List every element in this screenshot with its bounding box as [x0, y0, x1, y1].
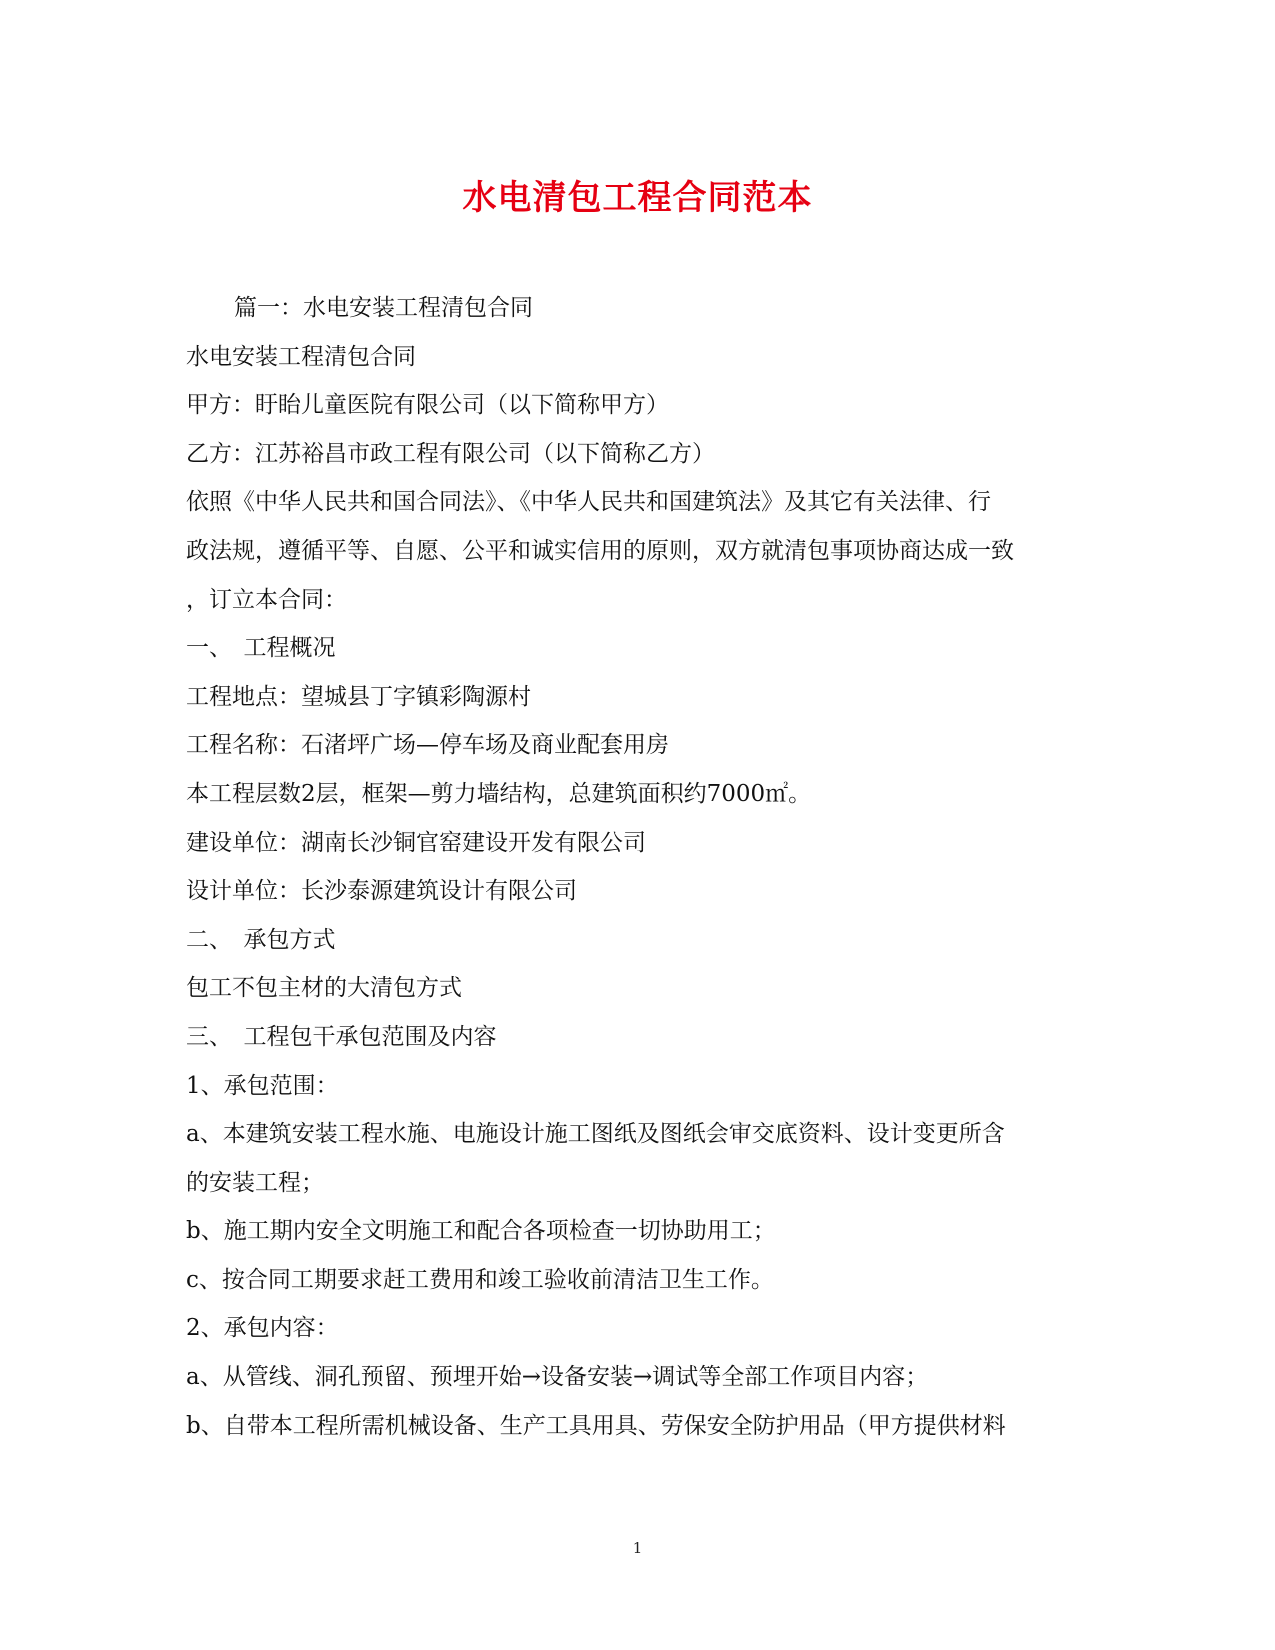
- party-b: 乙方：江苏裕昌市政工程有限公司（以下简称乙方）: [186, 440, 715, 467]
- party-a: 甲方：盱眙儿童医院有限公司（以下简称甲方）: [186, 392, 669, 419]
- section-heading-1: 一、 工程概况: [186, 635, 336, 662]
- page-number: 1: [632, 1539, 643, 1557]
- design-unit: 设计单位：长沙泰源建筑设计有限公司: [186, 878, 577, 905]
- contract-method: 包工不包主材的大清包方式: [186, 975, 462, 1002]
- project-scale: 本工程层数2层，框架—剪力墙结构，总建筑面积约7000㎡。: [186, 780, 812, 807]
- preamble-line-3: ，订立本合同：: [186, 586, 347, 613]
- content-heading: 2、承包内容：: [186, 1315, 339, 1342]
- scope-item-a-line-1: a、本建筑安装工程水施、电施设计施工图纸及图纸会审交底资料、设计变更所含: [186, 1121, 1005, 1148]
- document-title: 水电清包工程合同范本: [462, 178, 813, 218]
- scope-item-c: c、按合同工期要求赶工费用和竣工验收前清洁卫生工作。: [186, 1266, 774, 1293]
- document-body: [186, 284, 1091, 1450]
- section-heading-part-one: 篇一：水电安装工程清包合同: [234, 295, 533, 321]
- scope-heading: 1、承包范围：: [186, 1072, 339, 1099]
- project-name: 工程名称：石渚坪广场—停车场及商业配套用房: [186, 732, 669, 759]
- section-heading-3: 三、 工程包干承包范围及内容: [186, 1023, 497, 1050]
- content-item-b: b、自带本工程所需机械设备、生产工具用具、劳保安全防护用品（甲方提供材料: [186, 1412, 1006, 1439]
- content-item-a: a、从管线、洞孔预留、预埋开始→设备安装→调试等全部工作项目内容；: [186, 1364, 929, 1391]
- preamble-line-1: 依照《中华人民共和国合同法》、《中华人民共和国建筑法》及其它有关法律、行: [186, 489, 991, 516]
- scope-item-a-line-2: 的安装工程；: [186, 1169, 324, 1196]
- contract-name: 水电安装工程清包合同: [186, 343, 416, 370]
- construction-unit: 建设单位：湖南长沙铜官窑建设开发有限公司: [186, 829, 646, 856]
- preamble-line-2: 政法规，遵循平等、自愿、公平和诚实信用的原则，双方就清包事项协商达成一致: [186, 537, 1014, 564]
- project-location: 工程地点：望城县丁字镇彩陶源村: [186, 683, 531, 710]
- scope-item-b: b、施工期内安全文明施工和配合各项检查一切协助用工；: [186, 1218, 776, 1245]
- section-heading-2: 二、 承包方式: [186, 926, 336, 953]
